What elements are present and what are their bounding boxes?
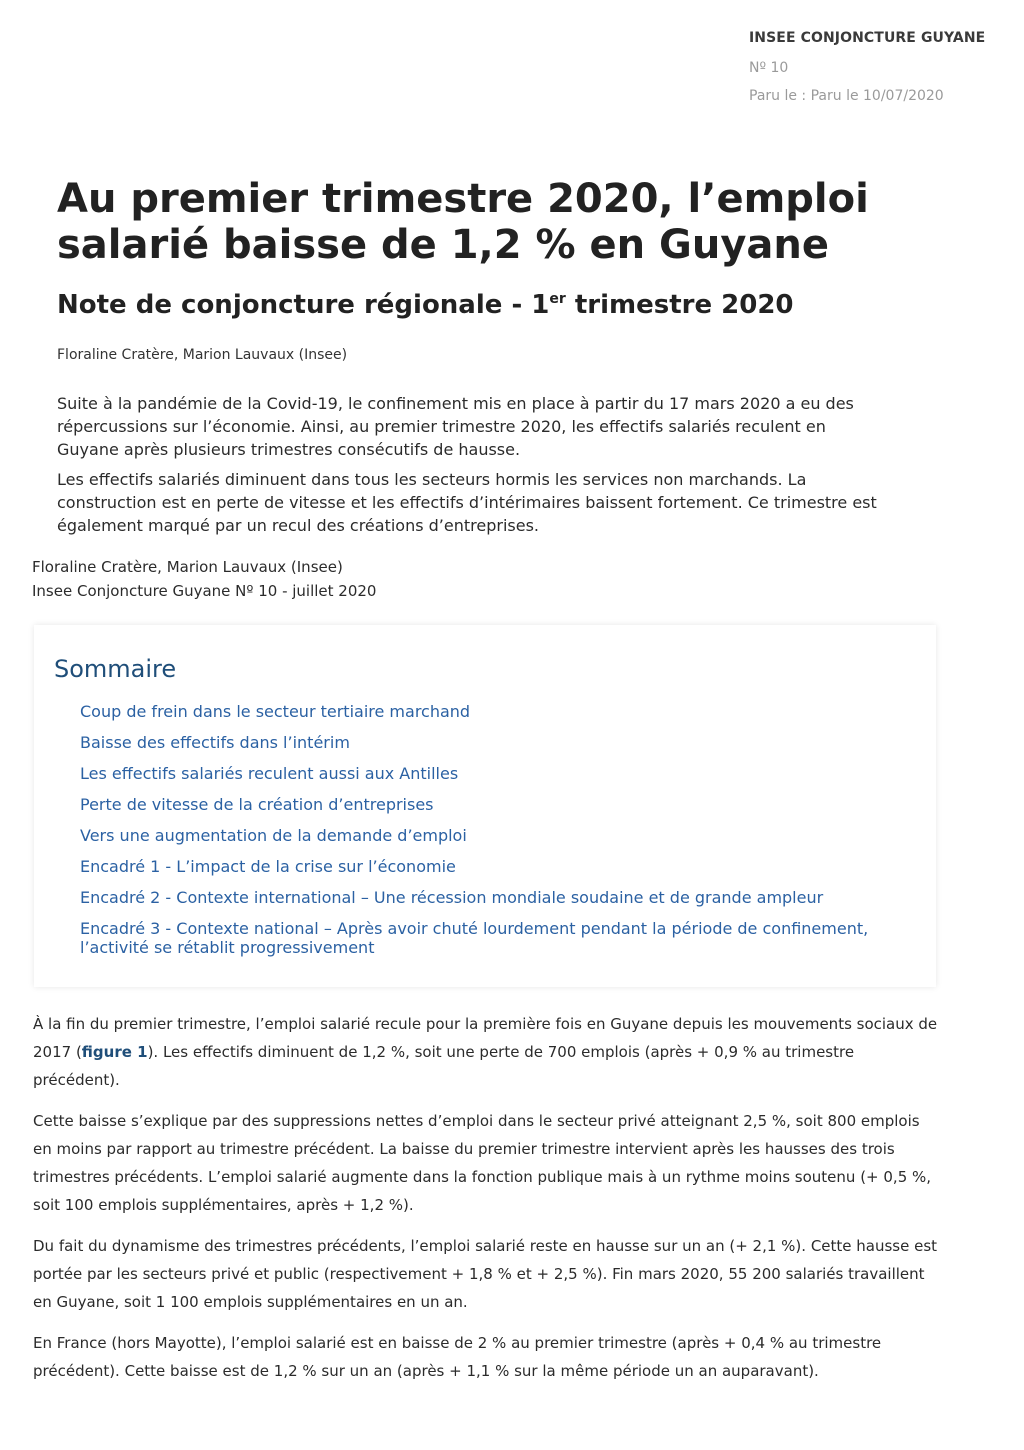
toc-link[interactable]: Encadré 1 - L’impact de la crise sur l’économie <box>80 857 456 876</box>
toc-link[interactable]: Perte de vitesse de la création d’entreprises <box>80 795 434 814</box>
series-name: INSEE CONJONCTURE GUYANE <box>749 30 986 46</box>
body-paragraph: Cette baisse s’explique par des suppressions nettes d’emploi dans le secteur privé atteignant 2,5 %, soit 800 emplois en moins par rapport au trimestre précédent. La baisse du premier trimestre intervient après les hausses des trois trimestres précédents. L’emploi salarié augmente dans la fonction publique mais à un rythme moins soutenu (+ 0,5 %, soit 100 emplois supplémentaires, après + 1,2 %). <box>33 1112 932 1214</box>
figure-1-link[interactable]: figure 1 <box>81 1043 148 1061</box>
body-text: À la fin du premier trimestre, l’emploi salarié recule pour la première fois en Guyane depuis les mouvements sociaux de 2017 ( <box>33 1015 938 1061</box>
body-paragraph <box>33 1010 943 1094</box>
body-paragraph: En France (hors Mayotte), l’emploi salarié est en baisse de 2 % au premier trimestre (après + 0,4 % au trimestre précédent). Cette baisse est de 1,2 % sur un an (après + 1,1 % sur la même période un an auparavant). <box>33 1334 882 1380</box>
chapo-paragraph: Les effectifs salariés diminuent dans tous les secteurs hormis les services non marchands. La construction est en perte de vitesse et les effectifs d’intérimaires baissent fortement. Ce trimestre est également marqué par un recul des créations d’entreprises. <box>57 470 877 535</box>
body-text: ). Les effectifs diminuent de 1,2 %, soit une perte de 700 emplois (après + 0,9 % au trimestre précédent). <box>33 1043 855 1089</box>
page-subtitle <box>57 290 794 320</box>
toc-link[interactable]: Vers une augmentation de la demande d’emploi <box>80 826 467 845</box>
byline-publication: Insee Conjoncture Guyane Nº 10 - juillet 2020 <box>32 582 377 600</box>
chapo <box>57 392 877 544</box>
subtitle-superscript: er <box>549 291 566 307</box>
issue-number: Nº 10 <box>749 60 789 76</box>
chapo-paragraph: Suite à la pandémie de la Covid-19, le confinement mis en place à partir du 17 mars 2020 a eu des répercussions sur l’économie. Ainsi, au premier trimestre 2020, les effectifs salariés reculent en Guyane après plusieurs trimestres consécutifs de hausse. <box>57 394 854 459</box>
publication-date: Paru le : Paru le 10/07/2020 <box>749 88 944 104</box>
article-body <box>33 1010 943 1398</box>
byline <box>32 555 376 603</box>
toc-link[interactable]: Baisse des effectifs dans l’intérim <box>80 733 350 752</box>
byline-authors: Floraline Cratère, Marion Lauvaux (Insee) <box>32 558 343 576</box>
toc-link[interactable]: Encadré 3 - Contexte national – Après avoir chuté lourdement pendant la période de confinement, l’activité se rétablit progressivement <box>80 919 869 957</box>
publication-meta <box>749 30 1019 104</box>
authors: Floraline Cratère, Marion Lauvaux (Insee) <box>57 347 348 363</box>
toc-link[interactable]: Les effectifs salariés reculent aussi aux Antilles <box>80 764 459 783</box>
subtitle-text: Note de conjoncture régionale - 1 <box>57 290 550 320</box>
toc-link[interactable]: Coup de frein dans le secteur tertiaire marchand <box>80 702 471 721</box>
subtitle-text-end: trimestre 2020 <box>565 290 794 320</box>
toc-heading: Sommaire <box>54 655 177 683</box>
toc-list <box>80 702 900 957</box>
table-of-contents <box>34 625 936 987</box>
page-title: Au premier trimestre 2020, l’emploi salarié baisse de 1,2 % en Guyane <box>57 176 869 268</box>
body-paragraph: Du fait du dynamisme des trimestres précédents, l’emploi salarié reste en hausse sur un an (+ 2,1 %). Cette hausse est portée par les secteurs privé et public (respectivement + 1,8 % et + 2,5 %). Fin mars 2020, 55 200 salariés travaillent en Guyane, soit 1 100 emplois supplémentaires en un an. <box>33 1237 938 1311</box>
toc-link[interactable]: Encadré 2 - Contexte international – Une récession mondiale soudaine et de grande ampleur <box>80 888 824 907</box>
